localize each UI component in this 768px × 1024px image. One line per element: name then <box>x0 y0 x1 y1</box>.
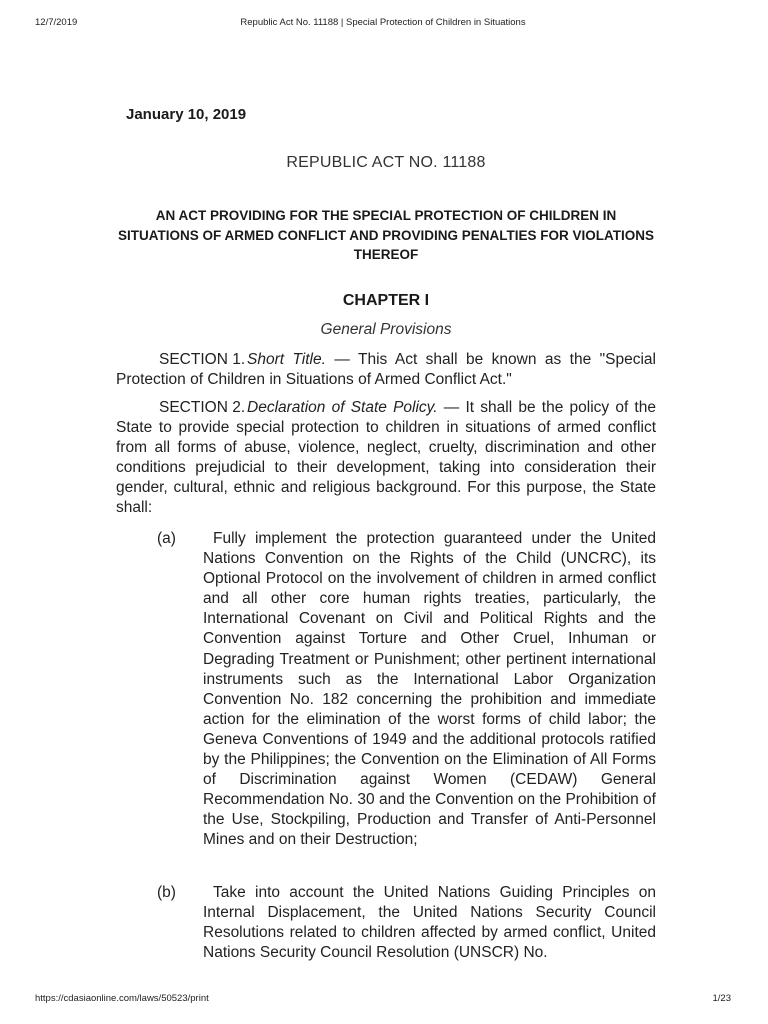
section-text: — It shall be the policy of the State to provide special protection to children in situations of armed conflict from all forms of abuse, violence, neglect, cruelty, discrimination and other conditions prejudicial to their development, taking into consideration their gender, cultural, ethnic and religious background. For this purpose, the State shall: <box>116 399 656 517</box>
item-label: (b) <box>157 884 176 901</box>
print-url: https://cdasiaonline.com/laws/50523/print <box>35 993 209 1004</box>
section-1 <box>116 350 656 390</box>
act-title: AN ACT PROVIDING FOR THE SPECIAL PROTECTION OF CHILDREN IN SITUATIONS OF ARMED CONFLICT AND PROVIDING PENALTIES FOR VIOLATIONS THEREOF <box>118 208 654 262</box>
section-text: — This Act shall be known as the "Special Protection of Children in Situations of Armed Conflict Act." <box>116 351 656 389</box>
print-date: 12/7/2019 <box>35 17 78 28</box>
chapter-heading: CHAPTER I <box>342 292 430 309</box>
section-heading: Declaration of State Policy. <box>247 399 438 416</box>
act-number: REPUBLIC ACT NO. 11188 <box>286 154 486 171</box>
section-number: SECTION 1. <box>159 351 246 368</box>
section-heading: Short Title. <box>247 351 326 368</box>
section-2 <box>116 398 656 519</box>
page-number: 1/23 <box>712 993 731 1004</box>
section-number: SECTION 2. <box>159 399 246 416</box>
item-text: Fully implement the protection guaranteed under the United Nations Convention on the Rights of the Child (UNCRC), its Optional Protocol on the involvement of children in armed conflict and all other core human rights treaties, particularly, the International Covenant on Civil and Political Rights and the Convention against Torture and Other Cruel, Inhuman or Degrading Treatment or Punishment; other pertinent international instruments such as the International Labor Organization Convention No. 182 concerning the prohibition and immediate action for the elimination of the worst forms of child labor; the Geneva Conventions of 1949 and the additional protocols ratified by the Philippines; the Convention on the Elimination of All Forms of Discrimination against Women (CEDAW) General Recommendation No. 30 and the Convention on the Prohibition of the Use, Stockpiling, Production and Transfer of Anti-Personnel Mines and on their Destruction; <box>203 530 656 849</box>
print-footer <box>35 993 731 1007</box>
print-header <box>35 17 731 31</box>
print-page-title: Republic Act No. 11188 | Special Protection of Children in Situations <box>240 17 526 28</box>
item-label: (a) <box>157 530 176 547</box>
document-date: January 10, 2019 <box>126 106 247 123</box>
list-item <box>157 883 656 963</box>
chapter-subheading: General Provisions <box>320 321 452 338</box>
list-item <box>157 529 656 851</box>
item-text: Take into account the United Nations Guiding Principles on Internal Displacement, the United Nations Security Council Resolutions related to children affected by armed conflict, United Nations Security Council Resolution (UNSCR) No. <box>203 884 656 962</box>
